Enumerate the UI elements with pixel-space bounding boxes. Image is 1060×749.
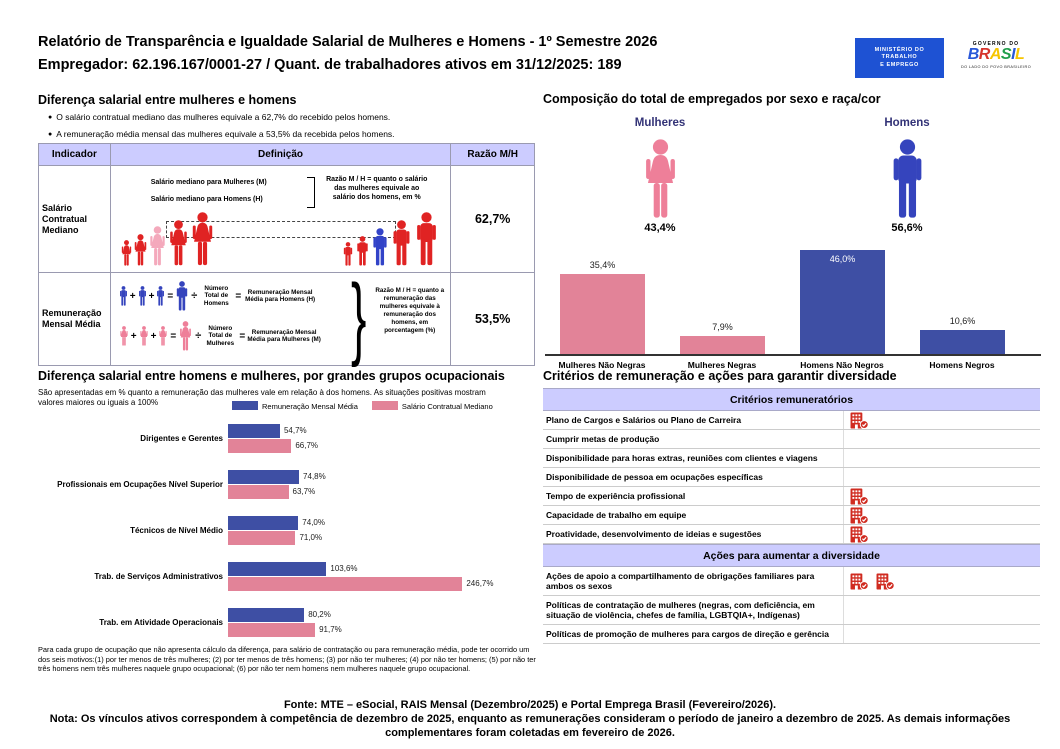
- occ-bar-row: [228, 423, 535, 438]
- bar-remuneracao: [228, 516, 298, 530]
- bar-value-label: 66,7%: [295, 441, 319, 450]
- occ-bar-row: [228, 561, 535, 576]
- occupational-chart: [38, 423, 535, 653]
- category-label: Mulheres Não Negras: [558, 360, 646, 370]
- occ-group-atividade-operacionais: [38, 607, 535, 637]
- definition-cell: [111, 166, 452, 272]
- bar-value-label: 10,6%: [949, 316, 976, 327]
- equals-sign: =: [170, 330, 177, 342]
- bracket-icon: [307, 177, 315, 208]
- bullet-icon: ●: [48, 114, 53, 121]
- report-title: Relatório de Transparência e Igualdade Salarial de Mulheres e Homens - 1º Semestre 2026: [38, 34, 658, 50]
- criteria-check-cell: [843, 430, 1040, 448]
- bar-salario: [228, 485, 289, 499]
- row-salario-contratual: [39, 166, 534, 273]
- man-icon: [886, 139, 929, 219]
- criteria-section-header: Critérios remuneratórios: [543, 388, 1040, 411]
- male-figure-icon: [138, 286, 147, 306]
- criteria-check-cell: [843, 506, 1040, 524]
- men-average-formula: [119, 281, 317, 311]
- occupational-title: Diferença salarial entre homens e mulheres, por grandes grupos ocupacionais: [38, 369, 505, 383]
- male-figure-median-icon: [372, 228, 388, 266]
- criteria-check-cell: [843, 525, 1040, 543]
- men-label: Homens: [884, 117, 930, 129]
- bar-homens-nao-negros: [800, 250, 885, 354]
- bar-value-label: 46,0%: [829, 254, 856, 265]
- ratio-value-salario: 62,7%: [474, 212, 511, 226]
- bullet-text: O salário contratual mediano das mulheres equivale a 62,7% do recebido pelos homens.: [56, 112, 391, 122]
- male-figure-icon: [119, 286, 128, 306]
- bar-remuneracao: [228, 562, 326, 576]
- men-result-text: Remuneração Mensal Média para Homens (H): [245, 288, 316, 303]
- criteria-row: [543, 449, 1040, 468]
- mte-logo-line3: E EMPREGO: [880, 61, 919, 68]
- occ-bar-row: [228, 607, 535, 622]
- bar-remuneracao: [228, 608, 304, 622]
- male-figure-icon: [343, 242, 353, 266]
- criteria-row: [543, 596, 1040, 625]
- legend-item-salario: [372, 401, 493, 411]
- occ-bar-row: [228, 484, 535, 499]
- bar-remuneracao: [228, 470, 299, 484]
- bar-homens-negros: [920, 316, 1005, 354]
- criteria-check-cell: [843, 625, 1040, 643]
- chart-legend: [228, 401, 493, 411]
- occ-bars: [228, 469, 535, 499]
- col-header-indicador: Indicador: [39, 144, 111, 165]
- note-line: Nota: Os vínculos ativos correspondem à competência de dezembro de 2025, enquanto as remunerações consideram o período de janeiro a dezembro de 2025. As demais informações complementares foram coletadas em fevereiro de 2026.: [49, 713, 1011, 739]
- indicator-label: Remuneração Mensal Média: [39, 273, 111, 365]
- woman-icon: [638, 139, 683, 219]
- female-figure-icon: [169, 220, 188, 266]
- occ-bars: [228, 515, 535, 545]
- occupational-footnote: Para cada grupo de ocupação que não apresenta cálculo da diferença, para salário de contratação ou para remuneração média, pode ter ocorrido um dos seis motivos:(1) por ter menos de três mulheres; (2) por ter menos de três homens; (3) por não ter mulheres; (4) por não ter homens; (5) por não ter três homens nem três mulheres naquele grupo ocupacional; (6) por não ter nem homens nem mulheres naquele grupo ocupacional.: [38, 645, 536, 673]
- female-figure-median-icon: [149, 226, 166, 266]
- criteria-row: [543, 430, 1040, 449]
- plus-sign: +: [148, 290, 155, 302]
- criteria-label: Tempo de experiência profissional: [546, 491, 686, 501]
- female-figure-icon: [158, 326, 168, 346]
- criteria-row: [543, 468, 1040, 487]
- bar-salario: [228, 577, 462, 591]
- brasil-letter: B: [967, 46, 979, 63]
- legend-swatch-blue-icon: [232, 401, 258, 410]
- category-label: Homens Não Negros: [800, 360, 884, 370]
- bar-salario: [228, 439, 291, 453]
- criteria-label: Políticas de contratação de mulheres (negras, com deficiência, em situação de violência, chefes de família, LGBTQIA+, Indígenas): [546, 600, 815, 620]
- ratio-note: Razão M / H = quanto o salário das mulheres equivale ao salário dos homens, em %: [326, 176, 428, 201]
- occ-bars: [228, 561, 535, 591]
- criteria-row: [543, 487, 1040, 506]
- definition-cell: [111, 266, 452, 368]
- occupational-subtitle: São apresentadas em % quanto a remuneração das mulheres vale em relação à dos homens. As situações positivas mostram valores maiores ou iguais a 100%: [38, 388, 486, 407]
- bullet-item: [48, 112, 395, 122]
- criteria-label: Proatividade, desenvolvimento de ideias e sugestões: [546, 529, 762, 539]
- brazil-government-logo: [947, 38, 1045, 78]
- occ-bar-row: [228, 515, 535, 530]
- male-figure-icon: [156, 286, 165, 306]
- category-label: Mulheres Negras: [687, 360, 757, 370]
- criteria-check-cell: [843, 449, 1040, 467]
- bar-value-label: 7,9%: [712, 322, 733, 333]
- criteria-check-cell: [843, 411, 1040, 429]
- col-header-razao: Razão M/H: [467, 149, 518, 160]
- occ-bars: [228, 607, 535, 637]
- criteria-row: [543, 625, 1040, 644]
- occ-bar-row: [228, 438, 535, 453]
- occ-label: Trab. de Serviços Administrativos: [94, 571, 223, 581]
- def-median-men: Salário mediano para Homens (H): [150, 196, 263, 203]
- occ-label: Profissionais em Ocupações Nível Superior: [57, 479, 223, 489]
- brasil-letter: I: [1011, 46, 1016, 63]
- mte-logo-line2: TRABALHO: [881, 54, 918, 61]
- plus-sign: +: [130, 330, 137, 342]
- brasil-letter: A: [989, 46, 1001, 63]
- bar-value-label: 63,7%: [292, 487, 316, 496]
- criteria-label: Disponibilidade para horas extras, reuniões com clientes e viagens: [546, 453, 818, 463]
- men-total-pct: 56,6%: [891, 222, 923, 234]
- criteria-label: Capacidade de trabalho em equipe: [546, 510, 687, 520]
- brasil-logo-tagline: DO LADO DO POVO BRASILEIRO: [960, 65, 1032, 69]
- male-figure-icon: [392, 220, 411, 266]
- male-figure-icon: [415, 212, 438, 266]
- brasil-letter: R: [978, 46, 990, 63]
- bar-salario: [228, 623, 315, 637]
- bar-mulheres-negras: [680, 322, 765, 354]
- criteria-check-cell: [843, 487, 1040, 505]
- legend-swatch-pink-icon: [372, 401, 398, 410]
- criteria-row: [543, 525, 1040, 544]
- company-check-icon: [850, 573, 869, 590]
- occ-bar-row: [228, 530, 535, 545]
- occ-bars: [228, 423, 535, 453]
- occ-label: Trab. em Atividade Operacionais: [99, 617, 223, 627]
- divide-sign: ÷: [191, 290, 198, 302]
- salary-gap-bullets: [48, 112, 395, 146]
- criteria-row: [543, 411, 1040, 430]
- occ-group-tecnicos: [38, 515, 535, 545]
- ratio-note: Razão M / H = quanto a remuneração das mulheres equivale à remuneração dos homens, em porcentagem (%): [375, 287, 445, 334]
- bar-remuneracao: [228, 424, 280, 438]
- criteria-label: Cumprir metas de produção: [546, 434, 660, 444]
- female-figure-icon: [121, 240, 132, 266]
- composition-title: Composição do total de empregados por sexo e raça/cor: [543, 92, 881, 106]
- female-figure-large-icon: [178, 321, 193, 351]
- women-average-formula: [119, 321, 321, 351]
- col-header-definicao: Definição: [111, 144, 452, 165]
- brasil-logo-top: GOVERNO DO: [972, 41, 1020, 47]
- criteria-label: Disponibilidade de pessoa em ocupações específicas: [546, 472, 763, 482]
- def-median-women: Salário mediano para Mulheres (M): [150, 179, 267, 186]
- plus-sign: +: [150, 330, 157, 342]
- occ-group-servicos-administrativos: [38, 561, 535, 591]
- report-subtitle: Empregador: 62.196.167/0001-27 / Quant. de trabalhadores ativos em 31/12/2025: 189: [38, 57, 622, 73]
- male-figure-icon: [356, 236, 369, 266]
- men-divisor-text: Número Total de Homens: [203, 284, 229, 307]
- women-result-text: Remuneração Mensal Média para Mulheres (M): [247, 328, 321, 343]
- bullet-icon: ●: [48, 131, 53, 138]
- company-check-icon: [850, 412, 869, 429]
- bullet-item: [48, 129, 395, 139]
- x-axis-line: [545, 354, 1041, 356]
- brasil-letter: S: [1000, 46, 1012, 63]
- criteria-label: Plano de Cargos e Salários ou Plano de Carreira: [546, 415, 742, 425]
- bar-salario: [228, 531, 295, 545]
- source-line: Fonte: MTE – eSocial, RAIS Mensal (Dezembro/2025) e Portal Emprega Brasil (Fevereiro/2026).: [283, 699, 777, 711]
- occ-label: Técnicos de Nível Médio: [130, 525, 223, 535]
- bullet-text: A remuneração média mensal das mulheres equivale a 53,5% da recebida pelos homens.: [56, 129, 395, 139]
- report-header: [38, 31, 657, 77]
- category-label: Homens Negros: [929, 360, 995, 370]
- legend-label: Remuneração Mensal Média: [262, 402, 358, 411]
- legend-item-remuneracao: [232, 401, 358, 411]
- company-check-icon: [850, 507, 869, 524]
- ratio-value-remuneracao: 53,5%: [474, 312, 511, 326]
- bar-value-label: 35,4%: [589, 260, 616, 270]
- bar-value-label: 91,7%: [319, 625, 342, 634]
- criteria-row: [543, 506, 1040, 525]
- bar-value-label: 54,7%: [283, 426, 307, 435]
- occ-group-profissionais: [38, 469, 535, 499]
- bar-value-label: 103,6%: [330, 564, 358, 573]
- criteria-section-header: Ações para aumentar a diversidade: [543, 544, 1040, 567]
- curly-bracket-icon: }: [350, 266, 367, 368]
- brasil-logo-wordmark: [947, 47, 1045, 63]
- brasil-letter: L: [1015, 46, 1025, 63]
- company-check-icon: [876, 573, 895, 590]
- criteria-check-cell: [843, 567, 1040, 595]
- female-figure-icon: [139, 326, 149, 346]
- occ-group-dirigentes: [38, 423, 535, 453]
- criteria-table: [543, 388, 1040, 644]
- criteria-row: [543, 567, 1040, 596]
- female-figure-icon: [191, 212, 214, 266]
- bar-value-label: 74,0%: [302, 518, 325, 527]
- bar-value-label: 80,2%: [308, 610, 331, 619]
- criteria-title: Critérios de remuneração e ações para garantir diversidade: [543, 369, 897, 383]
- company-check-icon: [850, 526, 869, 543]
- legend-label: Salário Contratual Mediano: [401, 402, 493, 411]
- criteria-check-cell: [843, 596, 1040, 624]
- women-total-pct: 43,4%: [644, 222, 676, 234]
- criteria-check-cell: [843, 468, 1040, 486]
- plus-sign: +: [129, 290, 136, 302]
- divide-sign: ÷: [195, 330, 202, 342]
- women-divisor-text: Número Total de Mulheres: [206, 324, 235, 347]
- male-figure-large-icon: [175, 281, 189, 311]
- equals-sign: =: [167, 290, 174, 302]
- female-figure-icon: [134, 234, 147, 266]
- bar-value-label: 74,8%: [303, 472, 326, 481]
- occ-bar-row: [228, 576, 535, 591]
- bar-value-label: 71,0%: [299, 533, 323, 542]
- indicator-label: Salário Contratual Mediano: [39, 166, 111, 272]
- criteria-label: Ações de apoio a compartilhamento de obrigações familiares para ambos os sexos: [546, 571, 815, 591]
- indicator-table: [38, 143, 535, 366]
- salary-gap-title: Diferença salarial entre mulheres e homens: [38, 93, 297, 107]
- row-remuneracao-media: [39, 266, 534, 368]
- mte-logo-line1: MINISTÉRIO DO: [874, 46, 925, 53]
- bar-value-label: 246,7%: [466, 579, 494, 588]
- occ-bar-row: [228, 469, 535, 484]
- company-check-icon: [850, 488, 869, 505]
- equals-sign: =: [239, 330, 246, 342]
- ministry-labor-logo: [855, 38, 944, 78]
- bar-mulheres-nao-negras: [560, 260, 645, 354]
- occ-bar-row: [228, 622, 535, 637]
- indicator-table-header: [39, 144, 534, 166]
- women-label: Mulheres: [634, 117, 686, 129]
- equals-sign: =: [235, 290, 242, 302]
- occ-label: Dirigentes e Gerentes: [140, 433, 223, 443]
- female-figure-icon: [119, 326, 129, 346]
- criteria-label: Políticas de promoção de mulheres para cargos de direção e gerência: [546, 629, 829, 639]
